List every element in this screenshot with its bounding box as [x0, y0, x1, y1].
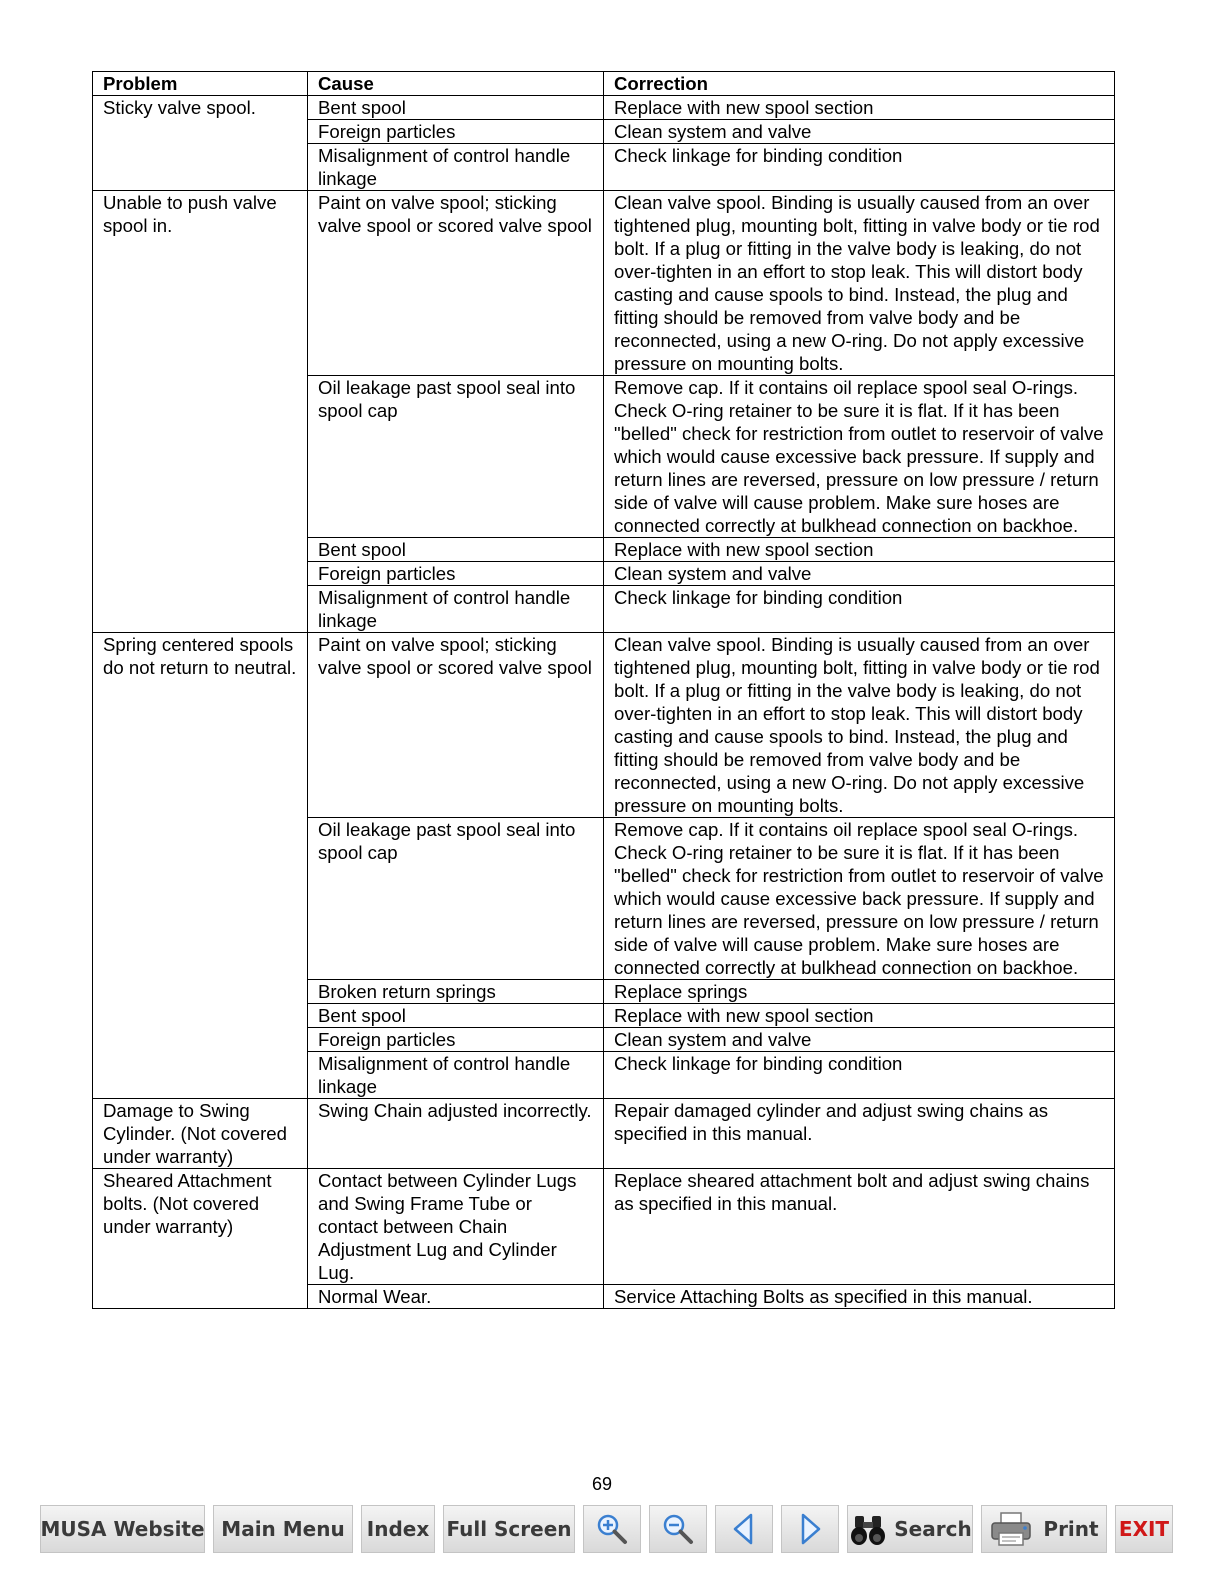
- problem-cell: Damage to Swing Cylinder. (Not covered under warranty): [93, 1099, 308, 1169]
- cause-cell: Paint on valve spool; sticking valve spool or scored valve spool: [308, 191, 604, 376]
- binoculars-icon: [848, 1512, 888, 1546]
- main-menu-label: Main Menu: [221, 1517, 345, 1541]
- correction-cell: Check linkage for binding condition: [604, 144, 1115, 191]
- correction-cell: Replace with new spool section: [604, 538, 1115, 562]
- correction-cell: Clean system and valve: [604, 120, 1115, 144]
- cause-cell: Paint on valve spool; sticking valve spool or scored valve spool: [308, 633, 604, 818]
- cause-cell: Contact between Cylinder Lugs and Swing Frame Tube or contact between Chain Adjustment Lug and Cylinder Lug.: [308, 1169, 604, 1285]
- correction-cell: Remove cap. If it contains oil replace spool seal O-rings. Check O-ring retainer to be sure it is flat. If it has been "belled" check for restriction from outlet to reservoir of valve which would cause excessive back pressure. If supply and return lines are reversed, pressure on low pressure / return side of valve will cause problem. Make sure hoses are connected correctly at bulkhead connection on backhoe.: [604, 818, 1115, 980]
- correction-cell: Replace springs: [604, 980, 1115, 1004]
- index-label: Index: [366, 1517, 430, 1541]
- next-page-button[interactable]: [781, 1505, 839, 1553]
- zoom-out-button[interactable]: [649, 1505, 707, 1553]
- table-header-row: [93, 72, 1115, 96]
- cause-cell: Normal Wear.: [308, 1285, 604, 1309]
- correction-cell: Clean valve spool. Binding is usually caused from an over tightened plug, mounting bolt, fitting in valve body or tie rod bolt. If a plug or fitting in the valve body is leaking, do not over-tighten in an effort to stop leak. This will distort body casting and cause spools to bind. Instead, the plug and fitting should be removed from valve body and be reconnected, using a new O-ring. Do not apply excessive pressure on mounting bolts.: [604, 633, 1115, 818]
- cause-cell: Oil leakage past spool seal into spool cap: [308, 376, 604, 538]
- main-menu-button[interactable]: [213, 1505, 353, 1553]
- cause-cell: Foreign particles: [308, 562, 604, 586]
- cause-cell: Misalignment of control handle linkage: [308, 586, 604, 633]
- problem-cell: Sticky valve spool.: [93, 96, 308, 191]
- problem-cell: Sheared Attachment bolts. (Not covered under warranty): [93, 1169, 308, 1309]
- header-correction: Correction: [604, 72, 1115, 96]
- correction-cell: Remove cap. If it contains oil replace spool seal O-rings. Check O-ring retainer to be sure it is flat. If it has been "belled" check for restriction from outlet to reservoir of valve which would cause excessive back pressure. If supply and return lines are reversed, pressure on low pressure / return side of valve will cause problem. Make sure hoses are connected correctly at bulkhead connection on backhoe.: [604, 376, 1115, 538]
- index-button[interactable]: [361, 1505, 435, 1553]
- cause-cell: Bent spool: [308, 1004, 604, 1028]
- cause-cell: Bent spool: [308, 96, 604, 120]
- table-row: [93, 1169, 1115, 1285]
- correction-cell: Clean system and valve: [604, 562, 1115, 586]
- printer-icon: [989, 1511, 1035, 1547]
- correction-cell: Replace sheared attachment bolt and adjust swing chains as specified in this manual.: [604, 1169, 1115, 1285]
- exit-label: EXIT: [1118, 1517, 1170, 1541]
- correction-cell: Service Attaching Bolts as specified in this manual.: [604, 1285, 1115, 1309]
- search-label: Search: [894, 1517, 972, 1541]
- table-row: [93, 633, 1115, 818]
- cause-cell: Misalignment of control handle linkage: [308, 144, 604, 191]
- problem-cell: Unable to push valve spool in.: [93, 191, 308, 633]
- zoom-out-icon: [660, 1511, 696, 1547]
- header-problem: Problem: [93, 72, 308, 96]
- musa-website-button[interactable]: [40, 1505, 205, 1553]
- previous-page-icon: [729, 1512, 759, 1546]
- table-row: [93, 96, 1115, 120]
- page-number: 69: [591, 1474, 613, 1494]
- table-row: [93, 1099, 1115, 1169]
- cause-cell: Foreign particles: [308, 120, 604, 144]
- correction-cell: Clean system and valve: [604, 1028, 1115, 1052]
- full-screen-label: Full Screen: [446, 1517, 572, 1541]
- cause-cell: Bent spool: [308, 538, 604, 562]
- cause-cell: Broken return springs: [308, 980, 604, 1004]
- cause-cell: Misalignment of control handle linkage: [308, 1052, 604, 1099]
- previous-page-button[interactable]: [715, 1505, 773, 1553]
- zoom-in-button[interactable]: [583, 1505, 641, 1553]
- next-page-icon: [795, 1512, 825, 1546]
- correction-cell: Clean valve spool. Binding is usually caused from an over tightened plug, mounting bolt, fitting in valve body or tie rod bolt. If a plug or fitting in the valve body is leaking, do not over-tighten in an effort to stop leak. This will distort body casting and cause spools to bind. Instead, the plug and fitting should be removed from valve body and be reconnected, using a new O-ring. Do not apply excessive pressure on mounting bolts.: [604, 191, 1115, 376]
- cause-cell: Foreign particles: [308, 1028, 604, 1052]
- cause-cell: Swing Chain adjusted incorrectly.: [308, 1099, 604, 1169]
- musa-website-label: MUSA Website: [40, 1517, 205, 1541]
- correction-cell: Check linkage for binding condition: [604, 586, 1115, 633]
- correction-cell: Replace with new spool section: [604, 96, 1115, 120]
- troubleshooting-table: [92, 71, 1115, 1309]
- correction-cell: Repair damaged cylinder and adjust swing chains as specified in this manual.: [604, 1099, 1115, 1169]
- correction-cell: Check linkage for binding condition: [604, 1052, 1115, 1099]
- correction-cell: Replace with new spool section: [604, 1004, 1115, 1028]
- search-button[interactable]: [847, 1505, 973, 1553]
- cause-cell: Oil leakage past spool seal into spool cap: [308, 818, 604, 980]
- header-cause: Cause: [308, 72, 604, 96]
- navigation-bar: [40, 1505, 1180, 1555]
- zoom-in-icon: [594, 1511, 630, 1547]
- table-row: [93, 191, 1115, 376]
- problem-cell: Spring centered spools do not return to neutral.: [93, 633, 308, 1099]
- full-screen-button[interactable]: [443, 1505, 575, 1553]
- print-button[interactable]: [981, 1505, 1107, 1553]
- print-label: Print: [1043, 1517, 1099, 1541]
- exit-button[interactable]: [1115, 1505, 1173, 1553]
